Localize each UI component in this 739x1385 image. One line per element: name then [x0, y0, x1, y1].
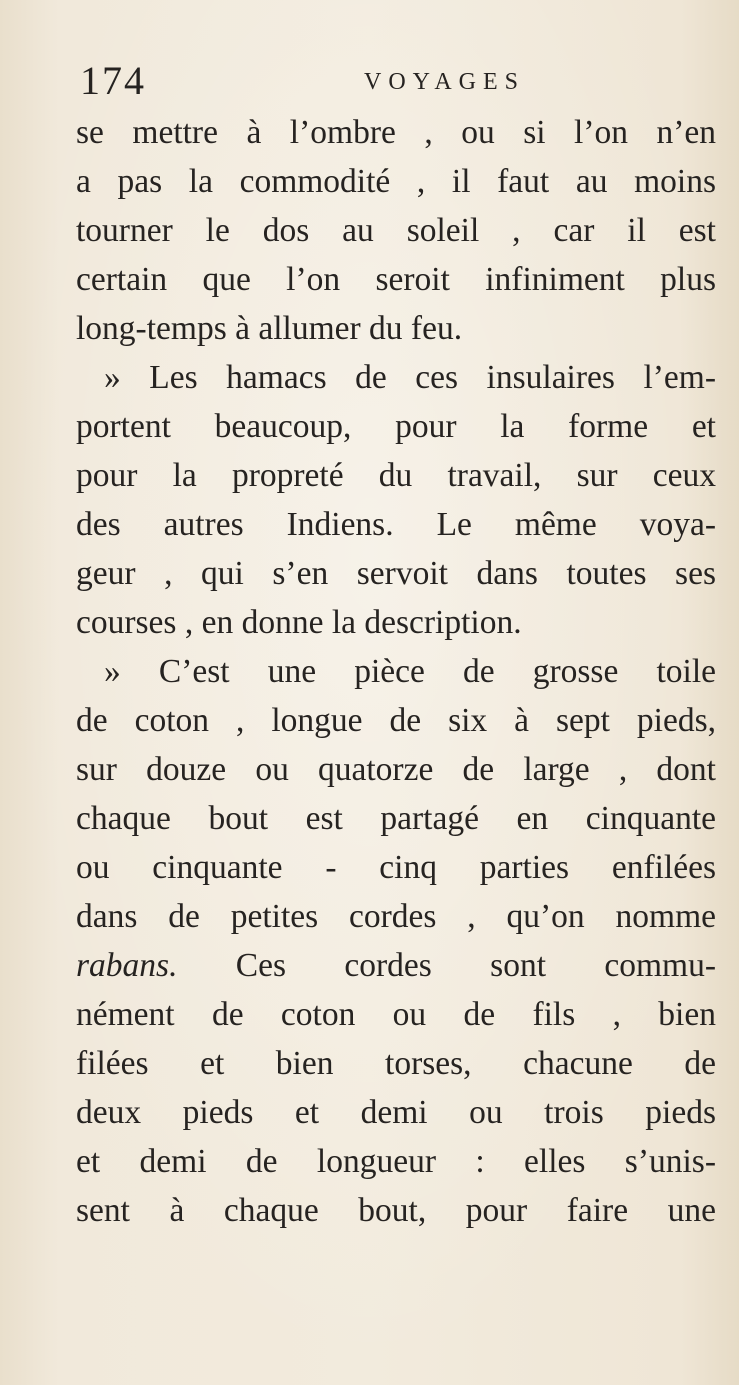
text-line [76, 941, 716, 990]
text-line: pour la propreté du travail, sur ceux [76, 457, 716, 494]
text-line: portent beaucoup, pour la forme et [76, 408, 716, 445]
text-line: sent à chaque bout, pour faire une [76, 1192, 716, 1229]
running-head: VOYAGES [364, 69, 526, 95]
text-line: se mettre à l’ombre , ou si l’on n’en [76, 114, 716, 151]
text-line: ou cinquante - cinq parties enfilées [76, 849, 716, 886]
text-line: de coton , longue de six à sept pieds, [76, 702, 716, 739]
text-line: tourner le dos au soleil , car il est [76, 212, 716, 249]
text-line: chaque bout est partagé en cinquante [76, 800, 716, 837]
text-line: courses , en donne la description. [76, 604, 522, 641]
page-number: 174 [80, 58, 146, 103]
page-header [74, 56, 714, 106]
text-line: long-temps à allumer du feu. [76, 310, 463, 347]
text-line: sur douze ou quatorze de large , dont [76, 751, 716, 788]
text-line: nément de coton ou de fils , bien [76, 996, 716, 1033]
text-fragment: Ces cordes sont commu- [177, 947, 716, 984]
italic-term: rabans. [76, 947, 178, 984]
text-line: a pas la commodité , il faut au moins [76, 163, 716, 200]
text-line: » Les hamacs de ces insulaires l’em- [104, 359, 716, 396]
text-line: des autres Indiens. Le même voya- [76, 506, 716, 543]
text-line: filées et bien torses, chacune de [76, 1045, 716, 1082]
text-line: certain que l’on seroit infiniment plus [76, 261, 716, 298]
text-line: geur , qui s’en servoit dans toutes ses [76, 555, 716, 592]
text-line: » C’est une pièce de grosse toile [104, 653, 716, 690]
text-line: et demi de longueur : elles s’unis- [76, 1143, 716, 1180]
body-text [76, 108, 716, 1235]
text-line: dans de petites cordes , qu’on nomme [76, 898, 716, 935]
text-line: deux pieds et demi ou trois pieds [76, 1094, 716, 1131]
